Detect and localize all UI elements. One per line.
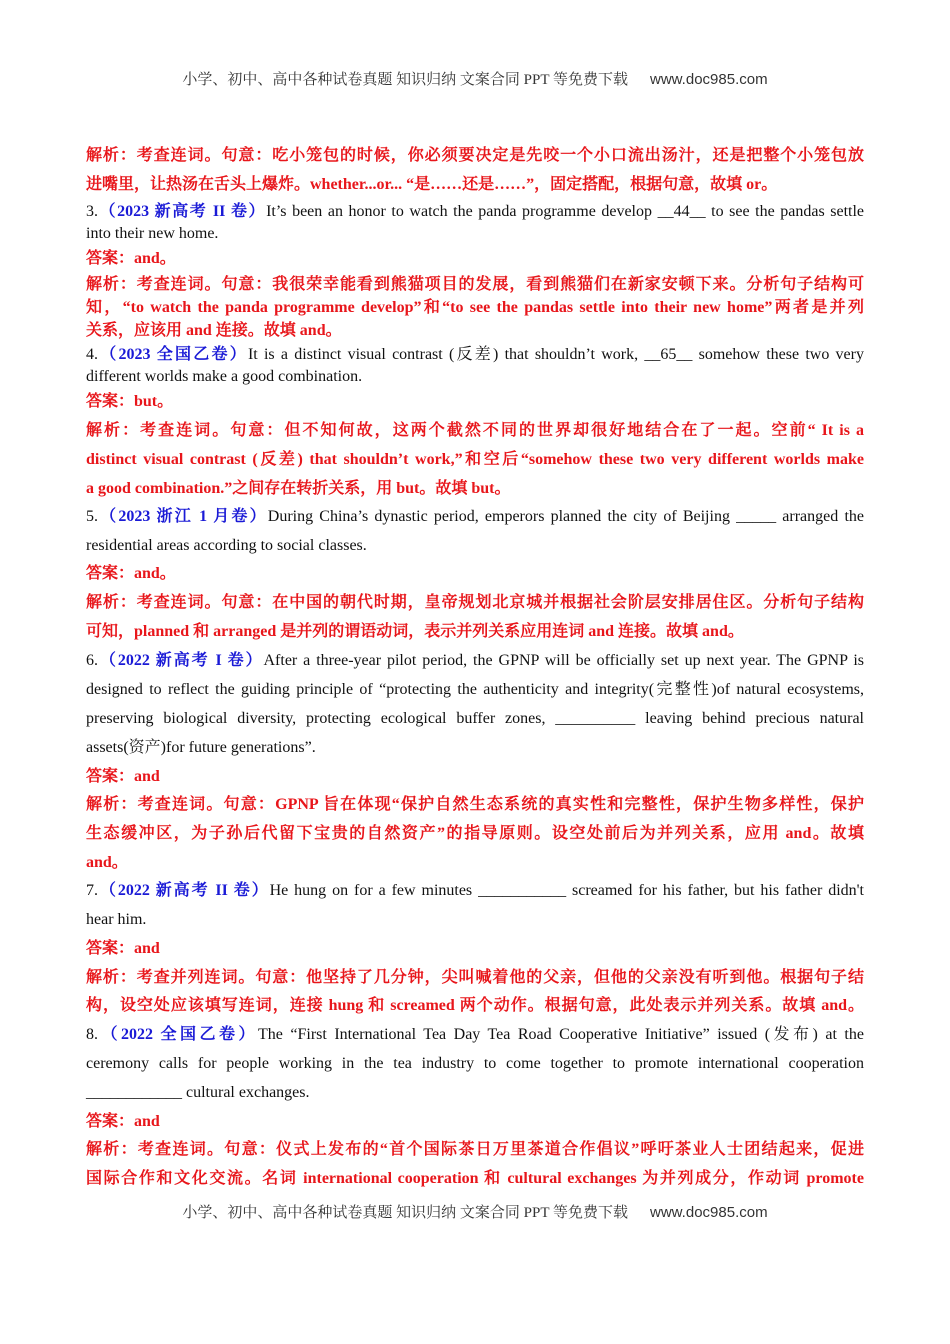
text-line [86,793,864,817]
question-text: residential areas according to social classes. [86,537,367,554]
answer-analysis-text: 生态缓冲区，为子孙后代留下宝贵的自然资产”的指导原则。设空处前后为并列关系，应用 and。故填 [86,825,864,842]
question-source-label: （2022 全国乙卷） [98,1026,259,1043]
answer-analysis-text: a good combination.”之间存在转折关系，用 but。故填 but。 [86,480,511,497]
text-line [86,390,864,414]
answer-analysis-text: 构，设空处应该填写连词，连接 hung 和 screamed 两个动作。根据句意，此处表示并列关系。故填 and。 [86,997,864,1014]
question-source-label: （2023 浙江 1 月卷） [98,508,268,525]
text-line [86,994,864,1018]
text-line [86,247,864,271]
text-line [86,620,864,644]
text-line [86,707,864,731]
question-text: 5. [86,508,98,525]
answer-analysis-text: 进嘴里，让热汤在舌头上爆炸。whether...or... “是……还是……”，固定搭配，根据句意，故填 or。 [86,176,778,193]
question-text: different worlds make a good combination. [86,368,363,385]
text-line [86,505,864,529]
question-text: It is a distinct visual contrast (反差) that shouldn’t work, [247,346,645,363]
answer-analysis-text: 解析：考查连词。句意：在中国的朝代时期，皇帝规划北京城并根据社会阶层安排居住区。分析句子结构 [86,594,864,611]
answer-analysis-text: 可知，planned 和 arranged 是并列的谓语动词，表示并列关系应用连词 and 连接。故填 and。 [86,623,744,640]
answer-analysis-text: 答案：but。 [86,393,174,410]
answer-analysis-text: 答案：and。 [86,565,176,582]
text-line [86,173,864,197]
answer-analysis-text: 解析：考查并列连词。句意：他坚持了几分钟，尖叫喊着他的父亲，但他的父亲没有听到他。根据句子结 [86,969,864,986]
text-line [86,1081,864,1105]
question-text: into their new home. [86,225,219,242]
text-line [86,591,864,615]
question-source-label: （2022 新高考 II 卷） [98,882,270,899]
answer-analysis-text: 知，“to watch the panda programme develop”和“to see the pandas settle into their new home”两者是并列 [86,299,864,316]
text-line [86,765,864,789]
text-line [86,1167,864,1191]
text-line [86,1110,864,1134]
header-text: 小学、初中、高中各种试卷真题 知识归纳 文案合同 PPT 等免费下载 [182,72,629,88]
text-line [86,343,864,367]
answer-analysis-text: 解析：考查连词。句意：我很荣幸能看到熊猫项目的发展，看到熊猫们在新家安顿下来。分析句子结构可 [86,276,864,293]
answer-analysis-text: 答案：and [86,768,160,785]
question-text: hear him. [86,911,147,928]
answer-analysis-text: distinct visual contrast (反差) that shouldn’t work,”和空后“somehow these two very different worlds make [86,451,864,468]
answer-analysis-text: 解析：考查连词。句意：仪式上发布的“首个国际茶日万里茶道合作倡议”呼吁茶业人士团结起来，促进 [86,1141,864,1158]
question-text: 4. [86,346,98,363]
question-text: During China’s dynastic period, emperors planned the city of Beijing _____ arranged the [267,508,864,525]
question-text: 8. [86,1026,98,1043]
answer-analysis-text: 解析：考查连词。句意：吃小笼包的时候，你必须要决定是先咬一个小口流出汤汁，还是把整个小笼包放 [86,147,864,164]
question-text: __44__ [657,203,706,220]
question-text: 7. [86,882,98,899]
question-text: assets(资产)for future generations”. [86,739,316,756]
text-line [86,908,864,932]
text-line [86,319,864,343]
question-text: ceremony calls for people working in the tea industry to come together to promote international cooperation [86,1055,864,1072]
text-line [86,562,864,586]
question-text: The “First International Tea Day Tea Road Cooperative Initiative” issued (发布) at the [258,1026,864,1043]
question-text: somehow these two very [692,346,864,363]
question-source-label: （2022 新高考 I 卷） [98,652,264,669]
question-text: ____________ cultural exchanges. [86,1084,310,1101]
text-line [86,1023,864,1047]
question-text: It’s been an honor to watch the panda programme develop [266,203,658,220]
page-footer [0,1201,950,1222]
answer-analysis-text: 解析：考查连词。句意：GPNP 旨在体现“保护自然生态系统的真实性和完整性，保护生物多样性，保护 [86,796,864,813]
text-line [86,966,864,990]
text-line [86,851,864,875]
text-line [86,822,864,846]
text-line [86,1138,864,1162]
answer-analysis-text: 解析：考查连词。句意：但不知何故，这两个截然不同的世界却很好地结合在了一起。空前“ It is a [86,422,864,439]
text-line [86,534,864,558]
answer-analysis-text: 关系，应该用 and 连接。故填 and。 [86,322,342,339]
text-line [86,649,864,673]
text-line [86,296,864,320]
text-line [86,200,864,224]
page-header [0,68,950,89]
answer-analysis-text: 答案：and。 [86,250,176,267]
question-text: designed to reflect the guiding principle of “protecting the authenticity and integrity(完整性)of natural ecosystems, [86,681,864,698]
header-site-link[interactable]: www.doc985.com [650,71,768,88]
text-line [86,365,864,389]
text-line [86,419,864,443]
text-line [86,477,864,501]
answer-analysis-text: 国际合作和文化交流。名词 international cooperation 和 cultural exchanges 为并列成分，作动词 promote [86,1170,864,1187]
question-text: preserving biological diversity, protecting ecological buffer zones, __________ leaving behind precious natural [86,710,864,727]
question-source-label: （2023 全国乙卷） [98,346,248,363]
text-line [86,222,864,246]
question-text: 6. [86,652,98,669]
text-line [86,678,864,702]
question-text: 3. [86,203,98,220]
text-line [86,144,864,168]
text-line [86,273,864,297]
answer-analysis-text: and。 [86,854,128,871]
footer-text: 小学、初中、高中各种试卷真题 知识归纳 文案合同 PPT 等免费下载 [182,1205,629,1221]
text-line [86,736,864,760]
text-line [86,1052,864,1076]
question-text: After a three-year pilot period, the GPNP will be officially set up next year. The GPNP is [263,652,864,669]
question-text: He hung on for a few minutes ___________ screamed for his father, but his father didn't [269,882,864,899]
text-line [86,879,864,903]
answer-analysis-text: 答案：and [86,1113,160,1130]
question-text: __65__ [644,346,693,363]
footer-site-link[interactable]: www.doc985.com [650,1204,768,1221]
question-source-label: （2023 新高考 II 卷） [98,203,267,220]
text-line [86,448,864,472]
answer-analysis-text: 答案：and [86,940,160,957]
question-text: to see the pandas settle [705,203,864,220]
text-line [86,937,864,961]
